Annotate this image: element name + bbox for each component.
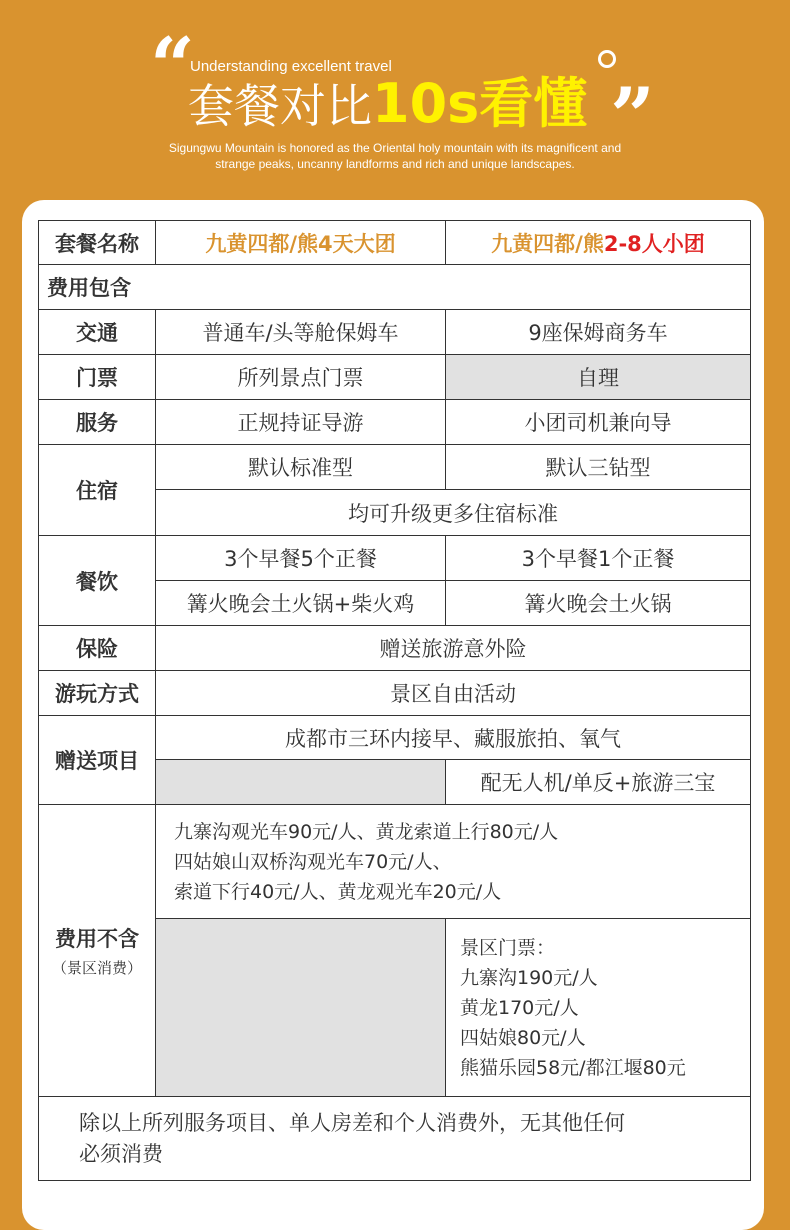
excluded-pkg2-line: 九寨沟190元/人 — [460, 966, 598, 989]
row-label-lodging: 住宿 — [39, 445, 156, 536]
col-header-pkg1: 九黄四都/熊4天大团 — [156, 221, 446, 265]
excluded-label: 费用不含 — [55, 927, 139, 951]
cell-lodging-pkg2: 默认三钻型 — [446, 445, 751, 490]
cell-gifts-pkg1-empty — [156, 760, 446, 805]
table-footer-row — [39, 1097, 751, 1181]
excluded-pkg2-line: 景区门票： — [460, 936, 556, 959]
row-label-meals: 餐饮 — [39, 536, 156, 626]
pkg2-prefix: 九黄四都/熊 — [491, 231, 604, 256]
cell-meals-pkg1-a: 3个早餐5个正餐 — [156, 536, 446, 581]
cell-lodging-shared: 均可升级更多住宿标准 — [156, 490, 751, 536]
desc-line: Sigungwu Mountain is honored as the Oriental holy mountain with its magnificent and — [168, 141, 622, 155]
row-label-play: 游玩方式 — [39, 671, 156, 716]
section-row-included — [39, 265, 751, 310]
cell-service-pkg2: 小团司机兼向导 — [446, 400, 751, 445]
cell-meals-pkg1-b: 篝火晚会土火锅+柴火鸡 — [156, 581, 446, 626]
table-row — [39, 536, 751, 581]
header-banner — [0, 0, 790, 200]
cell-service-pkg1: 正规持证导游 — [156, 400, 446, 445]
table-row — [39, 400, 751, 445]
open-quote-icon: “ — [150, 21, 195, 112]
table-row — [39, 671, 751, 716]
footer-line: 除以上所列服务项目、单人房差和个人消费外，无其他任何 — [79, 1110, 625, 1135]
table-row — [39, 355, 751, 400]
section-label-included: 费用包含 — [39, 265, 751, 310]
cell-insurance-shared: 赠送旅游意外险 — [156, 626, 751, 671]
row-label-excluded — [39, 805, 156, 1097]
footer-line: 必须消费 — [79, 1141, 163, 1166]
excluded-pkg2-line: 黄龙170元/人 — [460, 996, 579, 1019]
cell-lodging-pkg1: 默认标准型 — [156, 445, 446, 490]
row-label-insurance: 保险 — [39, 626, 156, 671]
cell-gifts-shared: 成都市三环内接早、藏服旅拍、氧气 — [156, 716, 751, 760]
col-header-pkg2 — [446, 221, 751, 265]
close-quote-icon: ” — [610, 71, 655, 162]
table-row — [39, 805, 751, 919]
title-highlight: 10s看懂 — [372, 72, 588, 135]
excluded-shared-line: 九寨沟观光车90元/人、黄龙索道上行80元/人 — [174, 820, 559, 843]
table-row — [39, 716, 751, 760]
table-header-row — [39, 221, 751, 265]
cell-gifts-pkg2: 配无人机/单反+旅游三宝 — [446, 760, 751, 805]
page-title — [188, 70, 587, 138]
table-row — [39, 445, 751, 490]
table-row — [39, 626, 751, 671]
excluded-pkg2-line: 四姑娘80元/人 — [460, 1026, 586, 1049]
row-label-transport: 交通 — [39, 310, 156, 355]
row-label-service: 服务 — [39, 400, 156, 445]
excluded-shared-line: 索道下行40元/人、黄龙观光车20元/人 — [174, 880, 502, 903]
desc-line: strange peaks, uncanny landforms and rich and unique landscapes. — [215, 157, 575, 171]
cell-tickets-pkg1: 所列景点门票 — [156, 355, 446, 400]
col-header-package: 套餐名称 — [39, 221, 156, 265]
comparison-table — [38, 220, 751, 1181]
row-label-gifts: 赠送项目 — [39, 716, 156, 805]
excluded-shared-line: 四姑娘山双桥沟观光车70元/人、 — [174, 850, 452, 873]
cell-transport-pkg2: 9座保姆商务车 — [446, 310, 751, 355]
cell-meals-pkg2-a: 3个早餐1个正餐 — [446, 536, 751, 581]
cell-tickets-pkg2: 自理 — [446, 355, 751, 400]
cell-excluded-pkg2 — [446, 919, 751, 1097]
cell-meals-pkg2-b: 篝火晚会土火锅 — [446, 581, 751, 626]
pkg2-suffix: 2-8人小团 — [603, 231, 705, 256]
cell-excluded-pkg1-empty — [156, 919, 446, 1097]
title-prefix: 套餐对比 — [188, 79, 372, 133]
ring-icon — [598, 50, 616, 68]
footer-note — [39, 1097, 751, 1181]
cell-transport-pkg1: 普通车/头等舱保姆车 — [156, 310, 446, 355]
header-description — [0, 140, 790, 172]
subtitle-en: Understanding excellent travel — [190, 58, 392, 75]
cell-play-shared: 景区自由活动 — [156, 671, 751, 716]
excluded-pkg2-line: 熊猫乐园58元/都江堰80元 — [460, 1056, 686, 1079]
table-row — [39, 310, 751, 355]
excluded-sublabel: （景区消费） — [51, 959, 142, 977]
row-label-tickets: 门票 — [39, 355, 156, 400]
cell-excluded-shared — [156, 805, 751, 919]
